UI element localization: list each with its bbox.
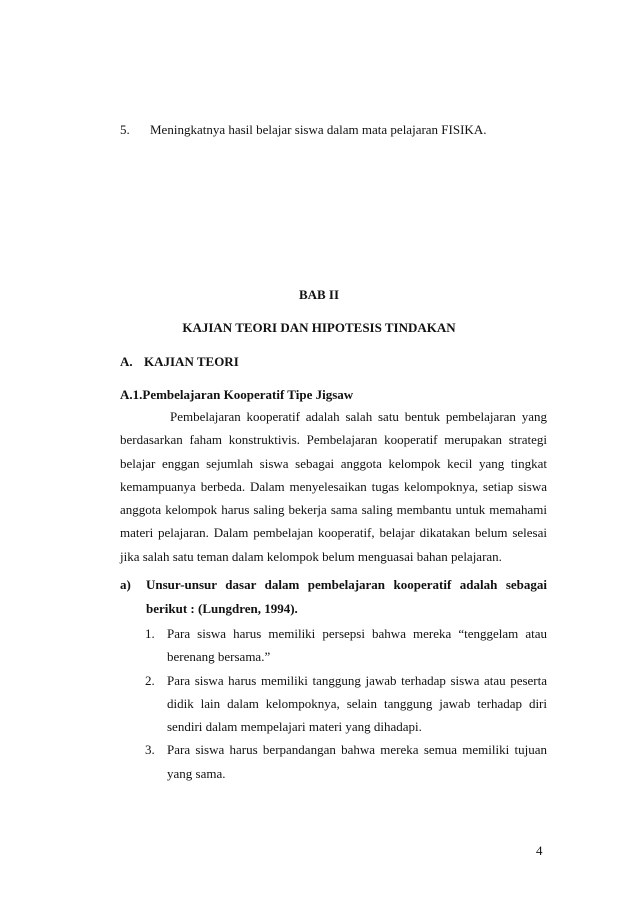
list-item-text: Para siswa harus berpandangan bahwa mereka semua memiliki tujuan yang sama. [167,742,547,781]
top-list-item [120,122,560,138]
subsection-heading: A.1.Pembelajaran Kooperatif Tipe Jigsaw [120,387,354,402]
list-item-text: Para siswa harus memiliki tanggung jawab terhadap siswa atau peserta didik lain dalam kelompoknya, selain tanggung jawab terhadap diri sendiri dalam mempelajari materi yang dihadapi. [167,672,547,735]
item-a-label: a) [120,577,131,592]
list-item [145,669,547,739]
item-a [120,573,547,621]
page-number: 4 [536,843,543,858]
chapter-subtitle: KAJIAN TEORI DAN HIPOTESIS TINDAKAN [182,320,456,335]
section-a-title: KAJIAN TEORI [144,354,239,369]
list-item-text: Para siswa harus memiliki persepsi bahwa mereka “tenggelam atau berenang bersama.” [167,626,547,665]
list-item [145,622,547,669]
body-paragraph: Pembelajaran kooperatif adalah salah satu bentuk pembelajaran yang berdasarkan faham konstruktivis. Pembelajaran kooperatif merupakan strategi belajar enggan sejumlah siswa sebagai anggota kelompok kecil yang tingkat kemampuanya berbeda. Dalam menyelesaikan tugas kelompoknya, setiap siswa anggota kelompok harus saling bekerja sama saling membantu untuk memahami materi pelajaran. Dalam pembelajan kooperatif, belajar dikatakan belum selesai jika salah satu teman dalam kelompok belum menguasai bahan pelajaran. [120,409,547,564]
numbered-list [145,622,547,785]
list-item-number: 1. [145,626,155,641]
section-a-heading [120,354,239,370]
section-a-label: A. [120,354,133,369]
top-list-number: 5. [120,122,130,137]
item-a-text: Unsur-unsur dasar dalam pembelajaran kooperatif adalah sebagai berikut : (Lungdren, 1994). [146,577,547,616]
list-item [145,738,547,785]
list-item-number: 3. [145,742,155,758]
list-item-number: 2. [145,672,155,688]
top-list-text: Meningkatnya hasil belajar siswa dalam mata pelajaran FISIKA. [150,122,487,137]
chapter-title: BAB II [298,287,340,302]
